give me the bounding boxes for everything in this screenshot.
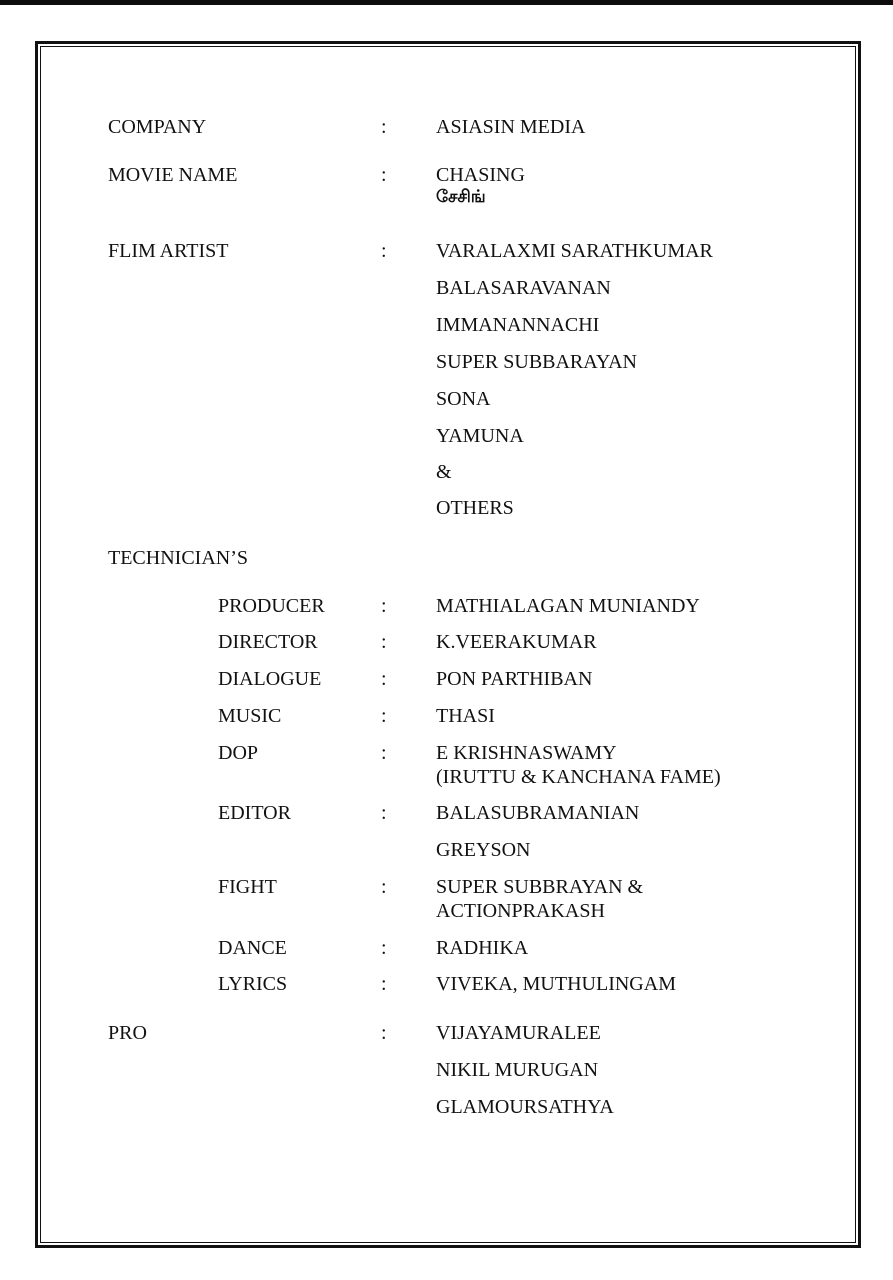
movie-name-label: MOVIE NAME [108,164,238,186]
director-label: DIRECTOR [218,631,318,653]
dop-note: (IRUTTU & KANCHANA FAME) [436,766,721,788]
lyrics-label: LYRICS [218,973,288,995]
film-artist-item: SONA [436,388,491,410]
fight-label: FIGHT [218,876,277,898]
music-separator: : [381,705,387,727]
film-artist-item: & [436,461,452,483]
film-artist-item: BALASARAVANAN [436,277,611,299]
dop-value: E KRISHNASWAMY [436,742,617,764]
lyrics-separator: : [381,973,387,995]
fight-value: ACTIONPRAKASH [436,900,605,922]
movie-name-value: CHASING [436,164,525,186]
dop-separator: : [381,742,387,764]
pro-value: GLAMOURSATHYA [436,1096,614,1118]
company-value: ASIASIN MEDIA [436,116,586,138]
fight-separator: : [381,876,387,898]
company-separator: : [381,116,387,138]
director-separator: : [381,631,387,653]
dance-value: RADHIKA [436,937,529,959]
film-artist-item: OTHERS [436,497,514,519]
pro-value: VIJAYAMURALEE [436,1022,601,1044]
top-edge-bar [0,0,893,5]
producer-label: PRODUCER [218,595,325,617]
movie-name-tamil: சேசிங் [436,187,486,207]
music-label: MUSIC [218,705,282,727]
technicians-heading: TECHNICIAN’S [108,547,248,569]
pro-separator: : [381,1022,387,1044]
producer-value: MATHIALAGAN MUNIANDY [436,595,700,617]
movie-name-separator: : [381,164,387,186]
company-label: COMPANY [108,116,207,138]
film-artist-item: VARALAXMI SARATHKUMAR [436,240,713,262]
dance-separator: : [381,937,387,959]
film-artist-item: IMMANANNACHI [436,314,600,336]
producer-separator: : [381,595,387,617]
editor-value: GREYSON [436,839,531,861]
film-artist-item: SUPER SUBBARAYAN [436,351,637,373]
dialogue-label: DIALOGUE [218,668,322,690]
pro-label: PRO [108,1022,147,1044]
editor-value: BALASUBRAMANIAN [436,802,640,824]
film-artist-item: YAMUNA [436,425,524,447]
editor-separator: : [381,802,387,824]
dialogue-separator: : [381,668,387,690]
dance-label: DANCE [218,937,287,959]
film-artist-separator: : [381,240,387,262]
fight-value: SUPER SUBBRAYAN & [436,876,644,898]
dialogue-value: PON PARTHIBAN [436,668,593,690]
lyrics-value: VIVEKA, MUTHULINGAM [436,973,676,995]
film-artist-label: FLIM ARTIST [108,240,229,262]
editor-label: EDITOR [218,802,291,824]
pro-value: NIKIL MURUGAN [436,1059,599,1081]
music-value: THASI [436,705,495,727]
dop-label: DOP [218,742,259,764]
director-value: K.VEERAKUMAR [436,631,597,653]
